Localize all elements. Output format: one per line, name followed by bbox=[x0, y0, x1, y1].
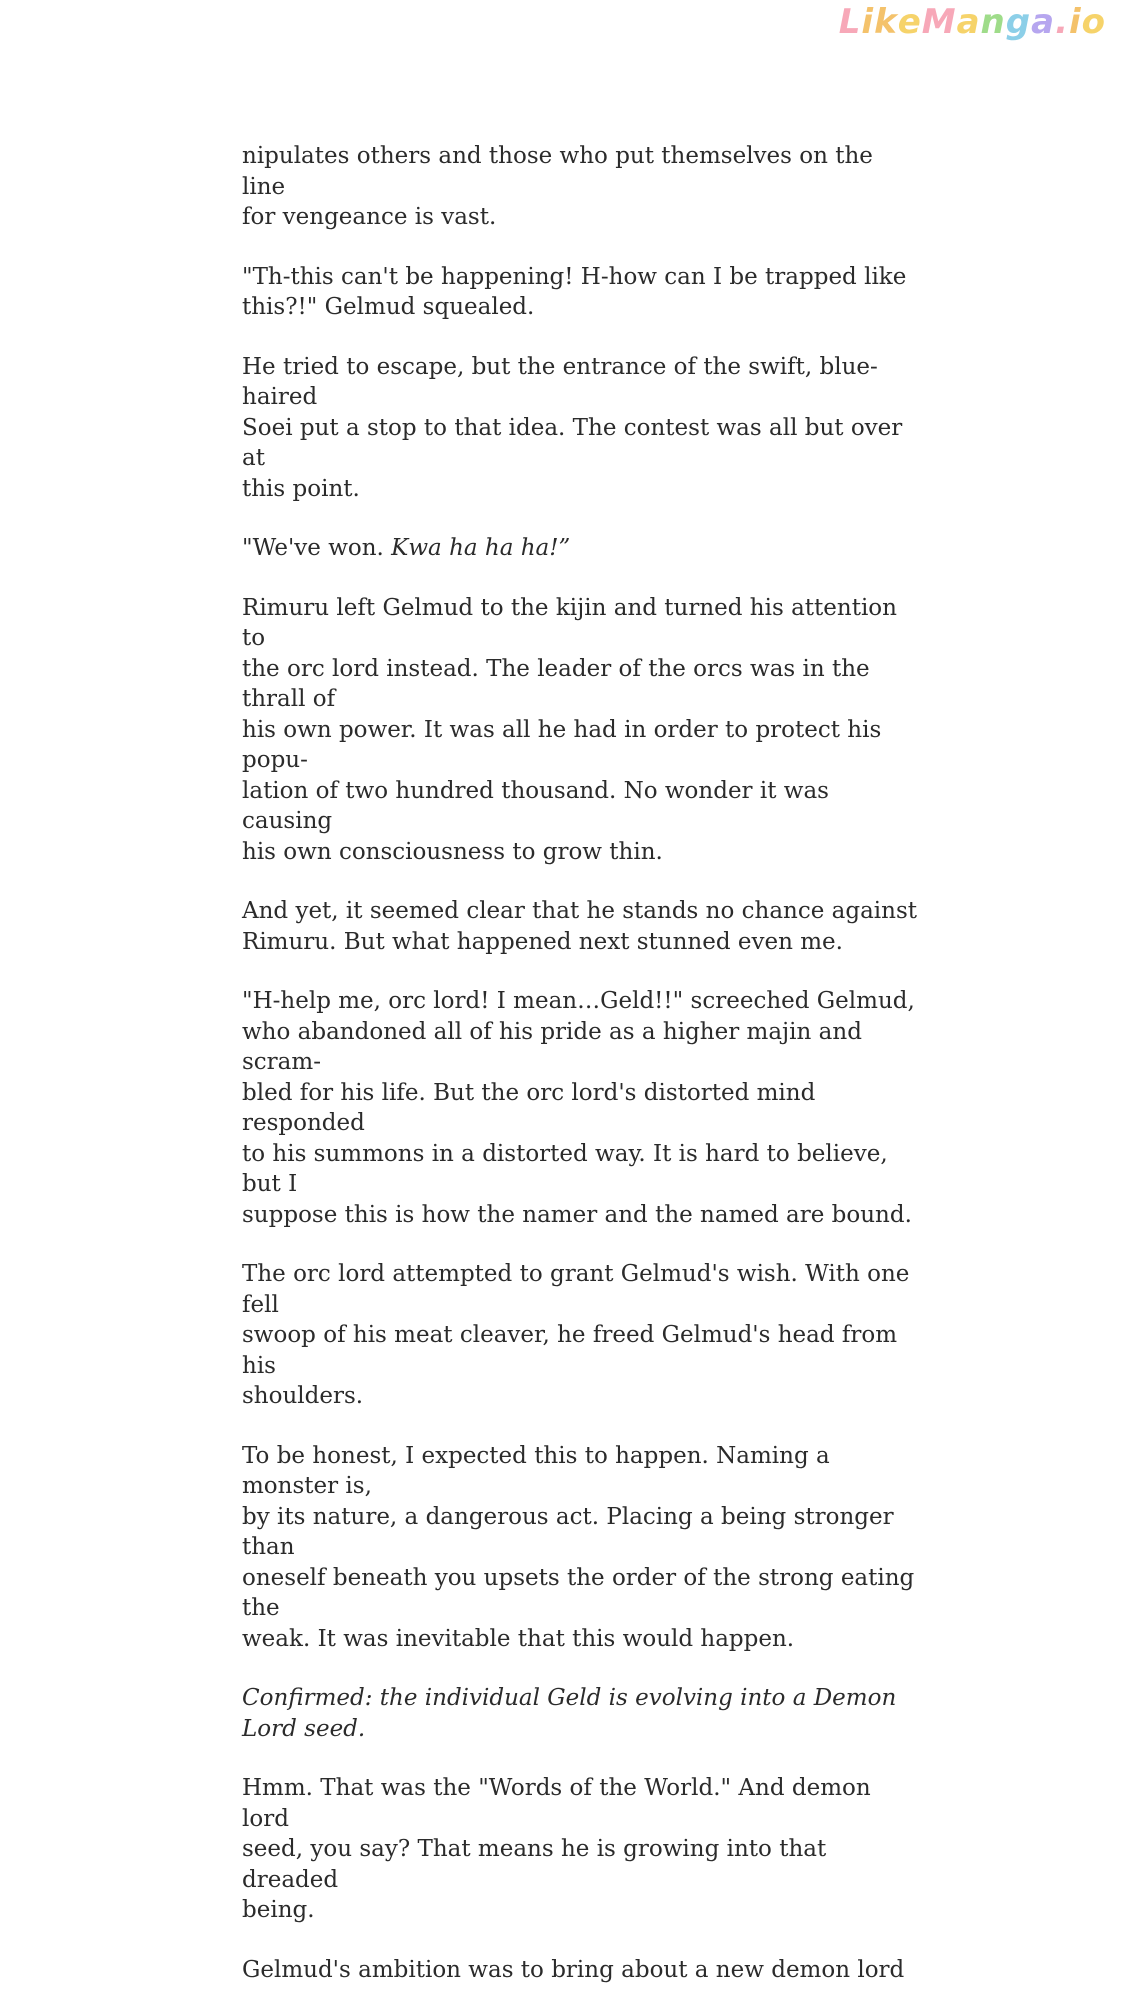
paragraph-11: Hmm. That was the "Words of the World." And demon lord seed, you say? That means he is growing into that dreaded being. bbox=[242, 1775, 871, 1923]
paragraph-2: "Th-this can't be happening! H-how can I be trapped like this?!" Gelmud squealed. bbox=[242, 263, 907, 320]
paragraph-12: Gelmud's ambition was to bring about a new demon lord bbox=[242, 1956, 905, 1983]
watermark-letter: g bbox=[1005, 2, 1032, 42]
paragraph-8: The orc lord attempted to grant Gelmud's wish. With one fell swoop of his meat cleaver, he freed Gelmud's head from his shoulders. bbox=[242, 1261, 910, 1409]
paragraph-1: nipulates others and those who put themselves on the line for vengeance is vast. bbox=[242, 143, 873, 230]
watermark-letter: . bbox=[1055, 2, 1069, 42]
watermark-letter: a bbox=[956, 2, 981, 42]
watermark-letter: i bbox=[861, 2, 875, 42]
watermark-letter: M bbox=[921, 2, 957, 42]
paragraph-10: Confirmed: the individual Geld is evolving into a Demon Lord seed. bbox=[242, 1685, 897, 1742]
page-text bbox=[242, 141, 922, 2014]
watermark-letter: i bbox=[1068, 2, 1082, 42]
site-watermark bbox=[839, 2, 1106, 42]
watermark-letter: o bbox=[1081, 2, 1106, 42]
watermark-letter: a bbox=[1031, 2, 1056, 42]
paragraph-4: "We've won. Kwa ha ha ha!” bbox=[242, 535, 571, 561]
watermark-letter: L bbox=[838, 2, 862, 42]
paragraph-7: "H-help me, orc lord! I mean…Geld!!" screeched Gelmud, who abandoned all of his pride as a higher majin and scram- bled for his life. But the orc lord's distorted mind responded to his summons in a distorted way. It is hard to believe, but I suppose this is how the namer and the named are bound. bbox=[242, 988, 915, 1228]
paragraph-3: He tried to escape, but the entrance of the swift, blue-haired Soei put a stop to that idea. The contest was all but over at this point. bbox=[242, 353, 903, 502]
watermark-letter: k bbox=[874, 2, 898, 42]
watermark-letter: n bbox=[980, 2, 1006, 42]
watermark-letter: e bbox=[897, 2, 922, 42]
paragraph-6: And yet, it seemed clear that he stands no chance against Rimuru. But what happened next stunned even me. bbox=[242, 898, 918, 955]
paragraph-9: To be honest, I expected this to happen. Naming a monster is, by its nature, a dangerous act. Placing a being stronger than oneself beneath you upsets the order of the strong eating the weak. It was inevitable that this would happen. bbox=[242, 1442, 915, 1652]
paragraph-5: Rimuru left Gelmud to the kijin and turned his attention to the orc lord instead. The leader of the orcs was in the thrall of his own power. It was all he had in order to protect his popu- lation of two hundred thousand. No wonder it was causing his own consciousness to grow thin. bbox=[242, 594, 897, 865]
